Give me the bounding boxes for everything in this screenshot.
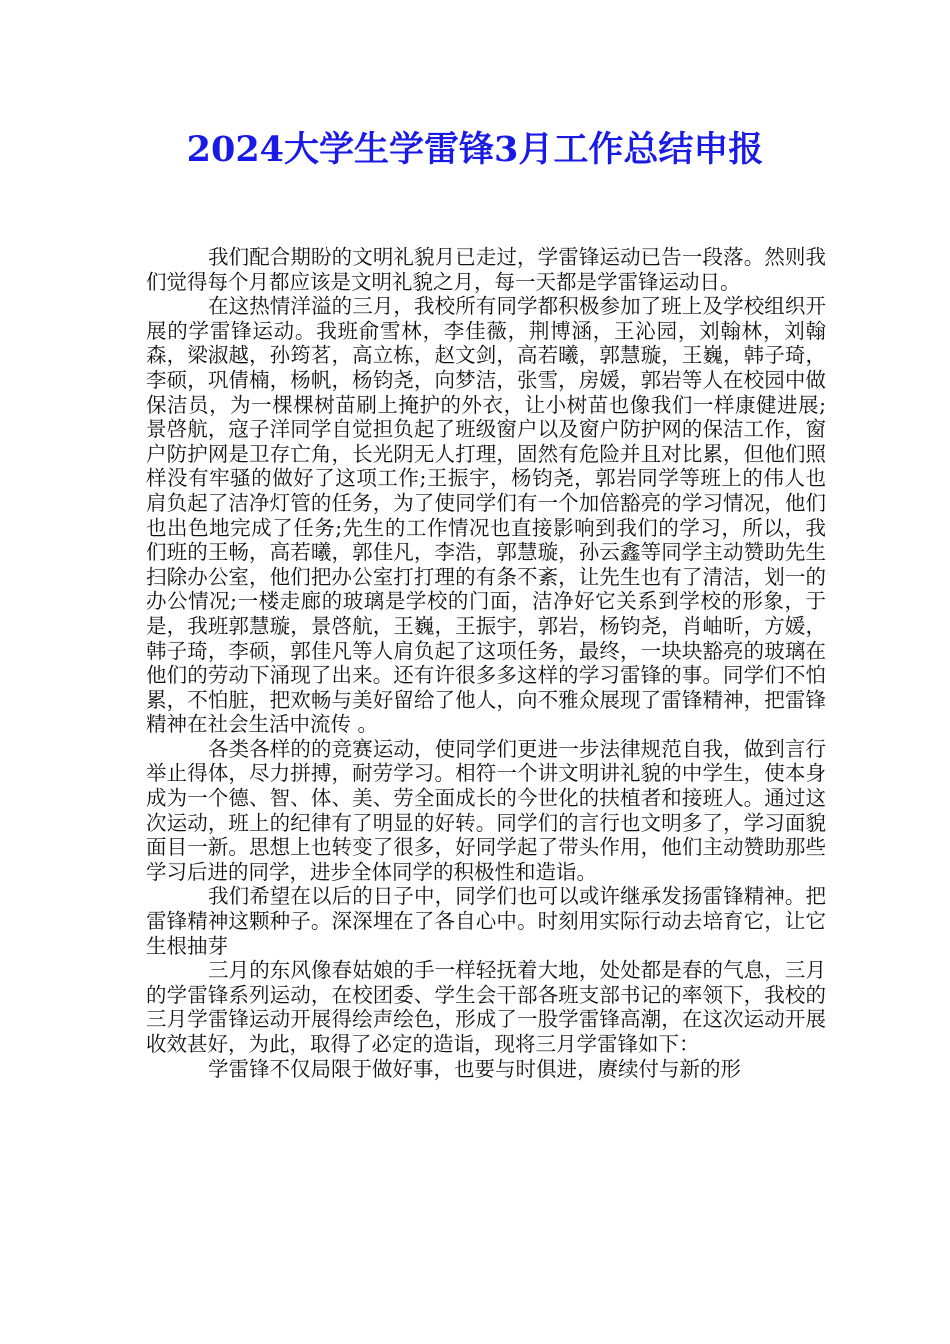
paragraph: 各类各样的的竞赛运动，使同学们更进一步法律规范自我，做到言行举止得体，尽力拼搏，耐劳学习。相符一个讲文明讲礼貌的中学生，使本身成为一个德、智、体、美、劳全面成长的今世化的扶植者和接班人。通过这次运动，班上的纪律有了明显的好转。同学们的言行也文明多了，学习面貌面目一新。思想上也转变了很多，好同学起了带头作用，他们主动赞助那些学习后进的同学，进步全体同学的积极性和造诣。 — [146, 736, 826, 884]
paragraph: 学雷锋不仅局限于做好事，也要与时俱进，赓续付与新的形 — [208, 1056, 741, 1081]
document-title: 2024大学生学雷锋3月工作总结申报 — [186, 129, 764, 170]
paragraph: 在这热情洋溢的三月，我校所有同学都积极参加了班上及学校组织开展的学雷锋运动。我班俞雪林，李佳薇，荆博涵，王沁园，刘翰林，刘翰森，梁淑越，孙筠茗，高立栋，赵文剑，高若曦，郭慧璇，王巍，韩子琦，李硕，巩倩楠，杨帆，杨钧尧，向梦洁，张雪，房媛，郭岩等人在校园中做保洁员，为一棵棵树苗刷上掩护的外衣，让小树苗也像我们一样康健进展;景啓航，寇子洋同学自觉担负起了班级窗户以及窗户防护网的保洁工作，窗户防护网是卫存亡角，长光阴无人打理，固然有危险并且对比累，但他们照样没有牢骚的做好了这项工作;王振宇，杨钧尧，郭岩同学等班上的伟人也肩负起了洁净灯管的任务，为了使同学们有一个加倍豁亮的学习情况，他们也出色地完成了任务;先生的工作情况也直接影响到我们的学习，所以，我们班的王畅，高若曦，郭佳凡，李浩，郭慧璇，孙云鑫等同学主动赞助先生扫除办公室，他们把办公室打打理的有条不紊，让先生也有了清洁，划一的办公情况;一楼走廊的玻璃是学校的门面，洁净好它关系到学校的形象，于是，我班郭慧璇，景啓航，王巍，王振宇，郭岩，杨钧尧，肖岫昕，方媛，韩子琦，李硕，郭佳凡等人肩负起了这项任务，最终，一块块豁亮的玻璃在他们的劳动下涌现了出来。还有许很多多这样的学习雷锋的事。同学们不怕累，不怕脏，把欢畅与美好留给了他人，向不雅众展现了雷锋精神，把雷锋精神在社会生活中流传 。 — [146, 294, 826, 737]
paragraph: 三月的东风像春姑娘的手一样轻抚着大地，处处都是春的气息，三月的学雷锋系列运动，在校团委、学生会干部各班支部书记的率领下，我校的三月学雷锋运动开展得绘声绘色，形成了一股学雷锋高潮，在这次运动开展收效甚好，为此，取得了必定的造诣，现将三月学雷锋如下： — [146, 958, 826, 1056]
paragraph: 我们希望在以后的日子中，同学们也可以或许继承发扬雷锋精神。把雷锋精神这颗种子。深深埋在了各自心中。时刻用实际行动去培育它，让它生根抽芽 — [146, 884, 826, 958]
paragraph: 我们配合期盼的文明礼貌月已走过，学雷锋运动已告一段落。然则我们觉得每个月都应该是文明礼貌之月，每一天都是学雷锋运动日。 — [146, 245, 826, 294]
document-body — [146, 245, 826, 1081]
